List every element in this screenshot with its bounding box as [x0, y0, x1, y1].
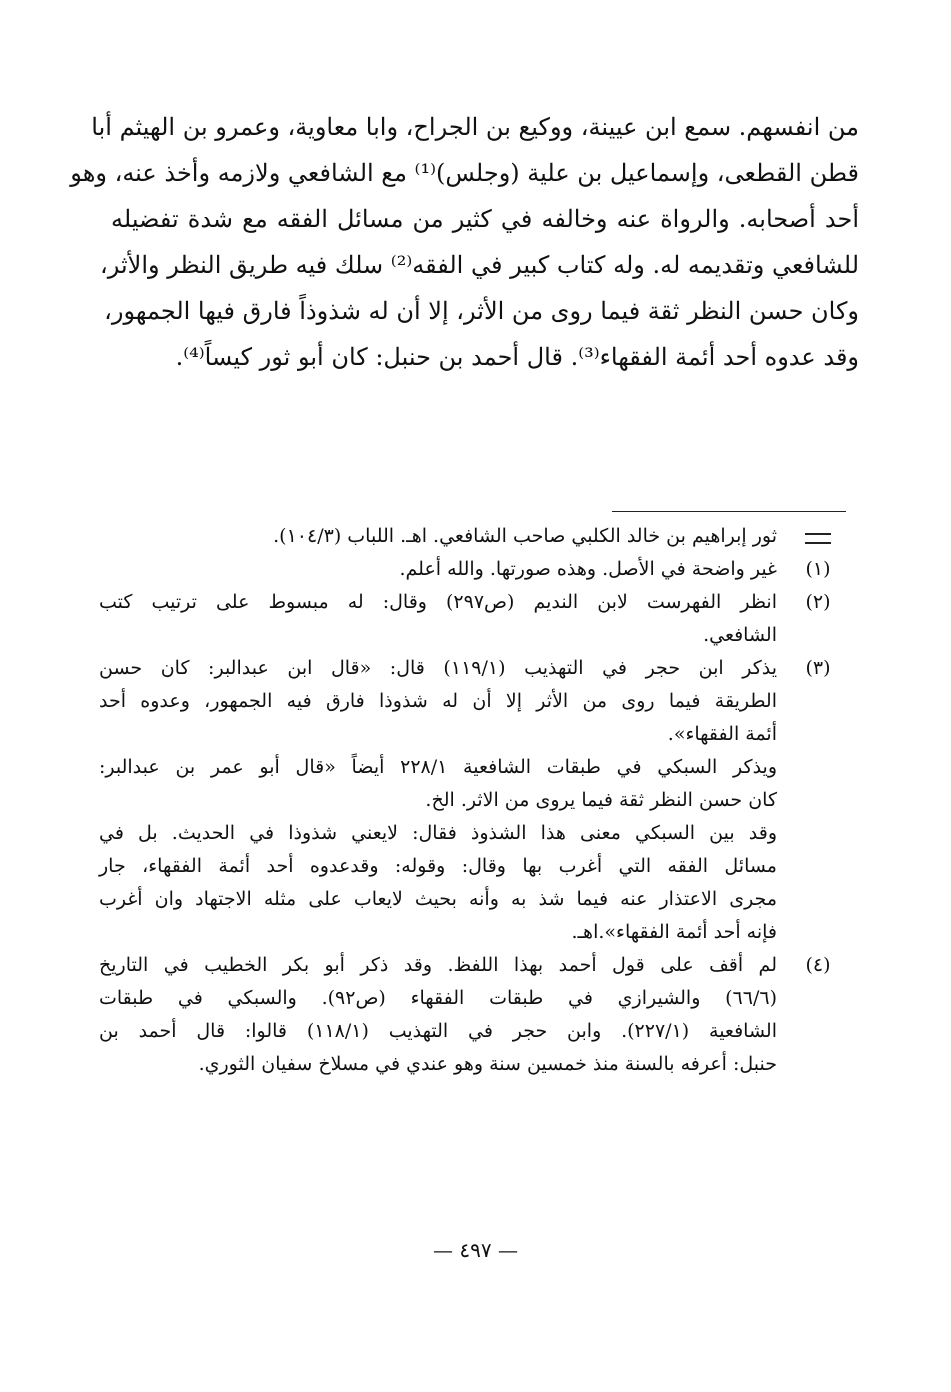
- footnote-line: وقد بين السبكي معنى هذا الشذوذ فقال: لايعني شذوذا في الحديث. بل في: [99, 822, 777, 844]
- footnote-line: فإنه أحد أئمة الفقهاء».اهـ.: [571, 921, 777, 943]
- footnote-line: الشافعية (٢٢٧/١). وابن حجر في التهذيب (١١٨/١) قالوا: قال أحمد بن: [99, 1020, 777, 1042]
- footnote-line: حنبل: أعرفه بالسنة منذ خمسين سنة وهو عندي في مسلاخ سفيان الثوري.: [198, 1053, 777, 1075]
- footnote-line: ويذكر السبكي في طبقات الشافعية ٢٢٨/١ أيضاً «قال أبو عمر بن عبدالبر:: [99, 756, 778, 778]
- footnote-number: (١): [805, 558, 831, 580]
- footnote-number: (٢): [805, 591, 831, 613]
- footnote-line: انظر الفهرست لابن النديم (ص٢٩٧) وقال: له مبسوط على ترتيب كتب: [99, 591, 777, 613]
- footnotes: [99, 520, 859, 1081]
- footnote-number: (٤): [805, 954, 831, 976]
- footnote-1: [99, 553, 859, 586]
- footnote-separator: [612, 511, 846, 512]
- footnote-number: (٣): [805, 657, 831, 679]
- footnote-line: مسائل الفقه التي أغرب بها وقال: وقوله: وقدعدوه أحد أئمة الفقهاء، جار: [99, 855, 777, 877]
- footnote-line: (٦٦/٦) والشيرازي في طبقات الفقهاء (ص٩٢). والسبكي في طبقات: [99, 987, 777, 1009]
- footnote-line: الطريقة فيما روى من الأثر إلا أن له شذوذا فارق فيه الجمهور، وعدوه أحد: [99, 690, 777, 712]
- footnote-line: أئمة الفقهاء».: [667, 723, 777, 745]
- main-text: [70, 104, 859, 380]
- footnote-line: مجرى الاعتذار عنه فيما شذ به وأنه بحيث لايعاب على مثله الاجتهاد وان أغرب: [99, 888, 777, 910]
- page-number: — ٤٩٧ —: [433, 1238, 518, 1262]
- footnote-line: غير واضحة في الأصل. وهذه صورتها. والله أعلم.: [399, 558, 777, 580]
- main-text-line: وقد عدوه أحد أئمة الفقهاء⁽³⁾. قال أحمد بن حنبل: كان أبو ثور كيساً⁽⁴⁾.: [175, 343, 859, 371]
- footnote-line: لم أقف على قول أحمد بهذا اللفظ. وقد ذكر أبو بكر الخطيب في التاريخ: [99, 954, 777, 976]
- footnote-continuation: [99, 520, 859, 553]
- footnote-3: [99, 652, 859, 949]
- main-text-line: قطن القطعى، وإسماعيل بن علية (وجلس)⁽¹⁾ مع الشافعي ولازمه وأخذ عنه، وهو: [70, 159, 859, 187]
- footnote-line: كان حسن النظر ثقة فيما يروى من الاثر. الخ.: [425, 789, 777, 811]
- main-text-line: أحد أصحابه. والرواة عنه وخالفه في كثير من مسائل الفقه مع شدة تفضيله: [111, 205, 859, 233]
- main-text-line: وكان حسن النظر ثقة فيما روى من الأثر، إلا أن له شذوذاً فارق فيها الجمهور،: [104, 297, 859, 325]
- footnote-line: ثور إبراهيم بن خالد الكلبي صاحب الشافعي. اهـ. اللباب (١٠٤/٣).: [273, 525, 777, 547]
- main-text-line: للشافعي وتقديمه له. وله كتاب كبير في الفقه⁽²⁾ سلك فيه طريق النظر والأثر،: [99, 251, 859, 279]
- continuation-mark: [777, 520, 859, 544]
- footnote-line: يذكر ابن حجر في التهذيب (١١٩/١) قال: «قال ابن عبدالبر: كان حسن: [99, 657, 778, 679]
- footnote-4: [99, 949, 859, 1081]
- footnote-line: الشافعي.: [703, 624, 777, 646]
- footnote-2: [99, 586, 859, 652]
- main-text-line: من انفسهم. سمع ابن عيينة، ووكيع بن الجراح، وابا معاوية، وعمرو بن الهيثم أبا: [91, 113, 859, 141]
